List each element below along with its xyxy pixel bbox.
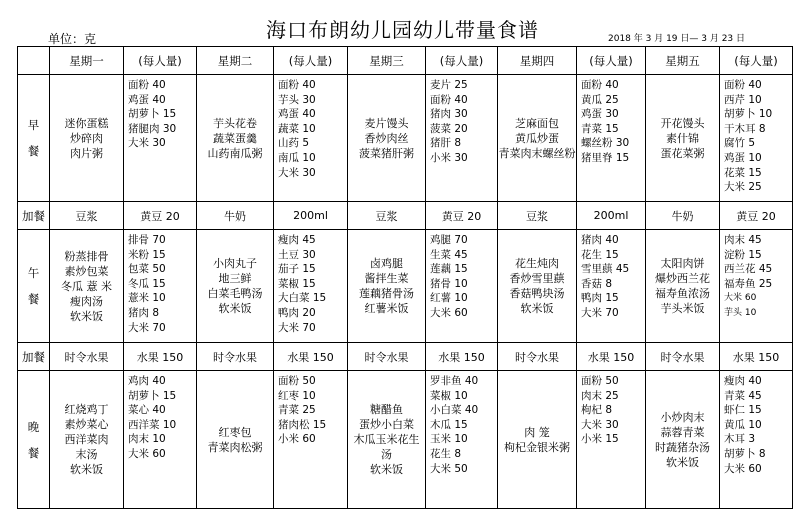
ingredient-amount: 玉米 10	[430, 433, 468, 446]
ingredient-amount: 青菜 15	[581, 122, 619, 135]
ingredient-amount: 猪肉 30	[430, 108, 468, 121]
ingredient-amount: 鸭肉 20	[278, 306, 316, 319]
ingredient-amount: 西兰花 45	[724, 263, 773, 276]
ingredient-amount: 猪里脊 15	[581, 151, 630, 164]
ingredient-amount: 面粉 40	[278, 79, 316, 91]
dish-name: 冬瓜 薏 米	[61, 279, 112, 293]
ingredient-amount: 鸡蛋 40	[278, 108, 316, 121]
snack-amount: 水果 150	[577, 343, 646, 371]
ingredient-amount: 大米 60	[128, 447, 166, 460]
ingredient-amount: 胡萝卜 8	[724, 447, 766, 460]
page-title: 海口布朗幼儿园幼儿带量食谱	[266, 18, 539, 42]
dish-name: 木瓜玉米花生	[353, 433, 420, 446]
ingredient-amount: 青菜 25	[278, 404, 316, 417]
dinner-row	[18, 371, 793, 509]
lunch-ingredients	[124, 230, 197, 343]
ingredient-amount: 大米 70	[128, 321, 166, 334]
snack-item: 时令水果	[646, 343, 720, 371]
lunch-label-char: 午	[27, 266, 40, 280]
dish-name: 太阳肉饼	[660, 257, 705, 270]
ingredient-amount: 胡萝卜 15	[128, 389, 177, 402]
dish-name: 香菇鸭块汤	[509, 287, 565, 300]
dish-name: 福寿鱼浓汤	[655, 287, 710, 300]
breakfast-dishes	[498, 75, 577, 202]
ingredient-amount: 大米 60	[430, 306, 468, 319]
breakfast-ingredients	[577, 75, 646, 202]
ingredient-amount: 大米 70	[581, 306, 619, 319]
snack-item: 时令水果	[498, 343, 577, 371]
ingredient-amount: 面粉 40	[128, 79, 166, 91]
dish-name: 麦片馒头	[364, 116, 409, 130]
snack-item: 豆浆	[348, 202, 426, 230]
snack-item: 时令水果	[348, 343, 426, 371]
ingredient-amount: 面粉 40	[430, 93, 468, 106]
dish-name: 迷你蛋糕	[64, 116, 109, 130]
ingredient-amount: 木瓜 15	[430, 418, 468, 431]
ingredient-amount: 猪腿肉 30	[128, 122, 177, 135]
day-header: 星期四	[498, 47, 577, 75]
corner-cell	[18, 47, 50, 75]
dish-name: 软米饭	[370, 463, 403, 476]
ingredient-amount: 面粉 40	[581, 79, 619, 91]
dish-name: 枸杞金银米粥	[504, 440, 570, 454]
snack-amount: 水果 150	[720, 343, 793, 371]
ingredient-amount: 排骨 70	[128, 234, 166, 246]
dish-name: 汤	[381, 448, 392, 461]
ingredient-amount: 菠菜 20	[430, 122, 468, 135]
dish-name: 软米饭	[70, 309, 103, 323]
ingredient-amount: 面粉 50	[278, 375, 316, 387]
lunch-ingredients	[720, 230, 793, 343]
ingredient-amount: 米粉 15	[128, 248, 166, 261]
dish-name: 西洋菜肉	[64, 433, 109, 446]
dish-name: 青菜肉松粥	[207, 440, 263, 454]
dinner-label-char: 晚	[27, 419, 40, 434]
ingredient-amount: 大米 70	[278, 321, 316, 334]
dish-name: 末汤	[75, 448, 98, 461]
ingredient-amount: 鸡蛋 30	[581, 108, 619, 121]
dish-name: 青菜肉末螺丝粉	[498, 146, 576, 160]
ingredient-amount: 猪肉松 15	[278, 418, 327, 431]
ingredient-amount: 猪肝 8	[430, 137, 462, 150]
dish-name: 时蔬猪杂汤	[655, 440, 710, 454]
dish-name: 肉片粥	[70, 146, 103, 160]
ingredient-amount: 花生 15	[581, 248, 619, 261]
ingredient-amount: 虾仁 15	[724, 404, 762, 417]
unit-label: 单位：克	[48, 32, 97, 46]
dish-name: 香炒雪里蕻	[509, 272, 565, 285]
breakfast-dishes	[348, 75, 426, 202]
snack-amount: 黄豆 20	[720, 202, 793, 230]
dish-name: 香炒肉丝	[364, 131, 409, 145]
dish-name: 小炒肉末	[660, 410, 705, 424]
dinner-dishes	[646, 371, 720, 509]
day-header: 星期二	[197, 47, 274, 75]
ingredient-amount: 小米 30	[430, 151, 468, 164]
per-person-header: (每人量)	[274, 47, 348, 75]
breakfast-ingredients	[426, 75, 498, 202]
ingredient-amount: 茄子 15	[278, 263, 316, 276]
per-person-header: (每人量)	[720, 47, 793, 75]
dish-name: 菠菜猪肝粥	[359, 146, 414, 160]
dish-name: 卤鸡腿	[370, 257, 403, 270]
dish-name: 红枣包	[218, 425, 252, 439]
ingredient-amount: 山药 5	[278, 137, 310, 150]
lunch-dishes	[197, 230, 274, 343]
ingredient-amount: 花生 8	[430, 447, 462, 460]
ingredient-amount: 大米 30	[128, 137, 166, 150]
ingredient-amount: 土豆 30	[278, 248, 316, 261]
lunch-ingredients	[426, 230, 498, 343]
snack-amount: 水果 150	[124, 343, 197, 371]
day-header: 星期一	[50, 47, 124, 75]
ingredient-amount: 芋头 30	[278, 93, 316, 106]
dish-name: 瘦肉汤	[70, 294, 103, 308]
ingredient-amount: 冬瓜 15	[128, 277, 166, 290]
dinner-ingredients	[577, 371, 646, 509]
snack-amount: 水果 150	[426, 343, 498, 371]
per-person-header: (每人量)	[577, 47, 646, 75]
ingredient-amount: 胡萝卜 15	[128, 108, 177, 121]
ingredient-amount: 鸭肉 15	[581, 292, 619, 305]
snack-item: 牛奶	[646, 202, 720, 230]
lunch-row	[18, 230, 793, 343]
lunch-label-char: 餐	[27, 292, 40, 306]
dish-name: 黄瓜炒蛋	[515, 131, 559, 145]
ingredient-amount: 大米 25	[724, 181, 762, 194]
lunch-dishes	[348, 230, 426, 343]
ingredient-amount: 雪里蕻 45	[581, 263, 630, 276]
dish-name: 芝麻面包	[515, 116, 559, 130]
dish-name: 芋头花卷	[213, 116, 257, 130]
menu-table	[17, 46, 793, 509]
date-range: 2018 年 3 月 19 日— 3 月 23 日	[608, 34, 746, 44]
breakfast-ingredients	[274, 75, 348, 202]
header-row	[18, 47, 793, 75]
snack_am-label: 加餐	[18, 202, 50, 230]
per-person-header: (每人量)	[124, 47, 197, 75]
ingredient-amount: 猪骨 10	[430, 277, 468, 290]
ingredient-amount: 花菜 15	[724, 166, 762, 179]
snack_pm-label: 加餐	[18, 343, 50, 371]
dish-name: 山药南瓜粥	[207, 146, 263, 160]
lunch-label	[18, 230, 50, 343]
ingredient-amount: 莲藕 15	[430, 263, 468, 276]
dish-name: 红薯米饭	[364, 302, 409, 315]
ingredient-amount: 小白菜 40	[430, 404, 479, 417]
snack-amount: 水果 150	[274, 343, 348, 371]
breakfast-ingredients	[124, 75, 197, 202]
ingredient-amount: 菜椒 10	[430, 389, 468, 402]
snack-amount: 200ml	[577, 202, 646, 230]
dinner-label	[18, 371, 50, 509]
ingredient-amount: 大米 30	[278, 166, 316, 179]
dish-name: 蛋花菜粥	[660, 146, 705, 160]
snack-item: 牛奶	[197, 202, 274, 230]
lunch-dishes	[498, 230, 577, 343]
ingredient-amount-small: 芋头 10	[724, 307, 757, 318]
snack-amount: 200ml	[274, 202, 348, 230]
ingredient-amount: 黄瓜 10	[724, 418, 762, 431]
dish-name: 蛋炒小白菜	[359, 418, 414, 431]
lunch-dishes	[50, 230, 124, 343]
ingredient-amount: 大白菜 15	[278, 292, 327, 305]
dish-name: 软米饭	[218, 302, 252, 315]
snack-item: 豆浆	[498, 202, 577, 230]
ingredient-amount: 生菜 45	[430, 248, 468, 261]
snack-item: 豆浆	[50, 202, 124, 230]
ingredient-amount-small: 大米 60	[724, 293, 757, 304]
ingredient-amount: 鸡肉 40	[128, 375, 166, 387]
ingredient-amount: 干木耳 8	[724, 122, 766, 135]
snack-item: 时令水果	[50, 343, 124, 371]
ingredient-amount: 罗非鱼 40	[430, 375, 479, 387]
dish-name: 蔬菜蛋羹	[213, 131, 257, 145]
dish-name: 软米饭	[70, 463, 103, 476]
dinner-label-char: 餐	[27, 445, 40, 460]
dish-name: 软米饭	[666, 455, 699, 469]
dish-name: 芋头米饭	[660, 302, 705, 315]
breakfast-dishes	[646, 75, 720, 202]
ingredient-amount: 西芹 10	[724, 93, 762, 106]
ingredient-amount: 包菜 50	[128, 263, 166, 276]
ingredient-amount: 肉末 45	[724, 234, 762, 246]
breakfast-row	[18, 75, 793, 202]
dinner-dishes	[50, 371, 124, 509]
dish-name: 蒜蓉青菜	[660, 425, 705, 439]
ingredient-amount: 蔬菜 10	[278, 122, 316, 135]
ingredient-amount: 大米 50	[430, 462, 468, 475]
ingredient-amount: 木耳 3	[724, 433, 756, 446]
ingredient-amount: 薏米 10	[128, 292, 166, 305]
dish-name: 素炒包菜	[64, 264, 109, 278]
ingredient-amount: 小米 15	[581, 433, 619, 446]
ingredient-amount: 面粉 40	[724, 79, 762, 91]
lunch-dishes	[646, 230, 720, 343]
dish-name: 肉 笼	[524, 425, 550, 439]
ingredient-amount: 面粉 50	[581, 375, 619, 387]
ingredient-amount: 肉末 10	[128, 433, 166, 446]
ingredient-amount: 腐竹 5	[724, 137, 756, 150]
ingredient-amount: 淀粉 15	[724, 248, 762, 261]
dish-name: 小肉丸子	[213, 257, 257, 270]
dinner-dishes	[498, 371, 577, 509]
ingredient-amount: 麦片 25	[430, 79, 468, 91]
dinner-dishes	[197, 371, 274, 509]
ingredient-amount: 红薯 10	[430, 292, 468, 305]
day-header: 星期三	[348, 47, 426, 75]
dish-name: 软米饭	[520, 302, 554, 315]
dish-name: 莲藕猪骨汤	[359, 287, 414, 300]
ingredient-amount: 南瓜 10	[278, 151, 316, 164]
dish-name: 糖醋鱼	[370, 403, 403, 416]
breakfast-dishes	[197, 75, 274, 202]
ingredient-amount: 青菜 45	[724, 389, 762, 402]
snack-amount: 黄豆 20	[426, 202, 498, 230]
ingredient-amount: 菜椒 15	[278, 277, 316, 290]
snack-amount: 黄豆 20	[124, 202, 197, 230]
dish-name: 开花馒头	[660, 116, 705, 130]
dish-name: 花生炖肉	[515, 257, 559, 270]
ingredient-amount: 螺丝粉 30	[581, 137, 630, 150]
snack_pm-row	[18, 343, 793, 371]
ingredient-amount: 香菇 8	[581, 277, 613, 290]
ingredient-amount: 鸡蛋 40	[128, 93, 166, 106]
dish-name: 红烧鸡丁	[64, 403, 109, 416]
snack-item: 时令水果	[197, 343, 274, 371]
ingredient-amount: 红枣 10	[278, 389, 316, 402]
dinner-ingredients	[274, 371, 348, 509]
ingredient-amount: 鸡蛋 10	[724, 151, 762, 164]
lunch-ingredients	[577, 230, 646, 343]
ingredient-amount: 大米 30	[581, 418, 619, 431]
ingredient-amount: 福寿鱼 25	[724, 277, 773, 290]
ingredient-amount: 瘦肉 45	[278, 234, 316, 246]
dish-name: 酱拌生菜	[364, 272, 409, 285]
breakfast-label-char: 餐	[27, 144, 40, 158]
ingredient-amount: 大米 60	[724, 462, 762, 475]
dish-name: 炒碎肉	[70, 131, 103, 145]
breakfast-label	[18, 75, 50, 202]
ingredient-amount: 枸杞 8	[581, 404, 613, 417]
dish-name: 粉蒸排骨	[64, 249, 109, 263]
ingredient-amount: 菜心 40	[128, 404, 166, 417]
snack_am-row	[18, 202, 793, 230]
ingredient-amount: 猪肉 8	[128, 306, 160, 319]
breakfast-label-char: 早	[27, 118, 40, 132]
dinner-ingredients	[124, 371, 197, 509]
ingredient-amount: 猪肉 40	[581, 234, 619, 246]
dish-name: 地三鲜	[218, 272, 252, 285]
breakfast-dishes	[50, 75, 124, 202]
breakfast-ingredients	[720, 75, 793, 202]
dish-name: 素炒菜心	[64, 418, 109, 431]
ingredient-amount: 黄瓜 25	[581, 93, 619, 106]
lunch-ingredients	[274, 230, 348, 343]
day-header: 星期五	[646, 47, 720, 75]
dish-name: 爆炒西兰花	[655, 272, 710, 285]
ingredient-amount: 胡萝卜 10	[724, 108, 773, 121]
ingredient-amount: 小米 60	[278, 433, 316, 446]
ingredient-amount: 瘦肉 40	[724, 375, 762, 387]
dinner-ingredients	[720, 371, 793, 509]
per-person-header: (每人量)	[426, 47, 498, 75]
dish-name: 白菜毛鸭汤	[207, 287, 263, 300]
ingredient-amount: 鸡腿 70	[430, 234, 468, 246]
ingredient-amount: 西洋菜 10	[128, 418, 177, 431]
dinner-dishes	[348, 371, 426, 509]
dinner-ingredients	[426, 371, 498, 509]
dish-name: 素什锦	[666, 131, 699, 145]
ingredient-amount: 肉末 25	[581, 389, 619, 402]
